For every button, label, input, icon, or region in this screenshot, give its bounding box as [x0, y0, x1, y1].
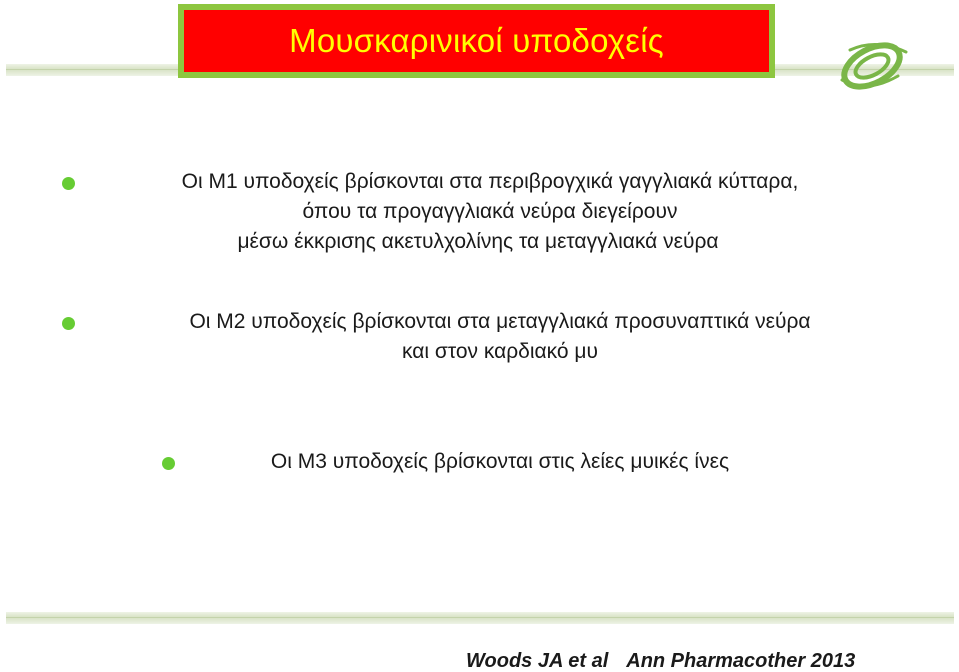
- bullet-line: μέσω έκκρισης ακετυλχολίνης τα μεταγγλιακά νεύρα: [237, 230, 719, 253]
- bullet-m1: [120, 167, 860, 257]
- title-box: [178, 4, 775, 78]
- bullet-line: Οι Μ2 υποδοχείς βρίσκονται στα μεταγγλιακά προσυναπτικά νεύρα: [189, 310, 811, 333]
- bullet-m3: [180, 447, 820, 477]
- green-swirl-logo-icon: [836, 36, 912, 96]
- green-dot-bullet-icon: [62, 317, 75, 330]
- bullet-m2: [80, 307, 920, 367]
- title-background: [184, 10, 769, 72]
- citation-journal: Ann Pharmacother 2013: [626, 650, 856, 672]
- citation-authors: Woods JA et al: [466, 650, 609, 672]
- bullet-line: Οι Μ1 υποδοχείς βρίσκονται στα περιβρογχικά γαγγλιακά κύτταρα,: [181, 170, 799, 193]
- bullet-line: Οι Μ3 υποδοχείς βρίσκονται στις λείες μυικές ίνες: [270, 450, 730, 473]
- green-dot-bullet-icon: [162, 457, 175, 470]
- bullet-line: όπου τα προγαγγλιακά νεύρα διεγείρουν: [302, 200, 678, 223]
- green-dot-bullet-icon: [62, 177, 75, 190]
- slide-title: Μουσκαρινικοί υποδοχείς: [289, 22, 664, 59]
- citation: [466, 650, 855, 672]
- bullet-line: και στον καρδιακό μυ: [401, 340, 599, 363]
- bottom-divider-band: [6, 612, 954, 624]
